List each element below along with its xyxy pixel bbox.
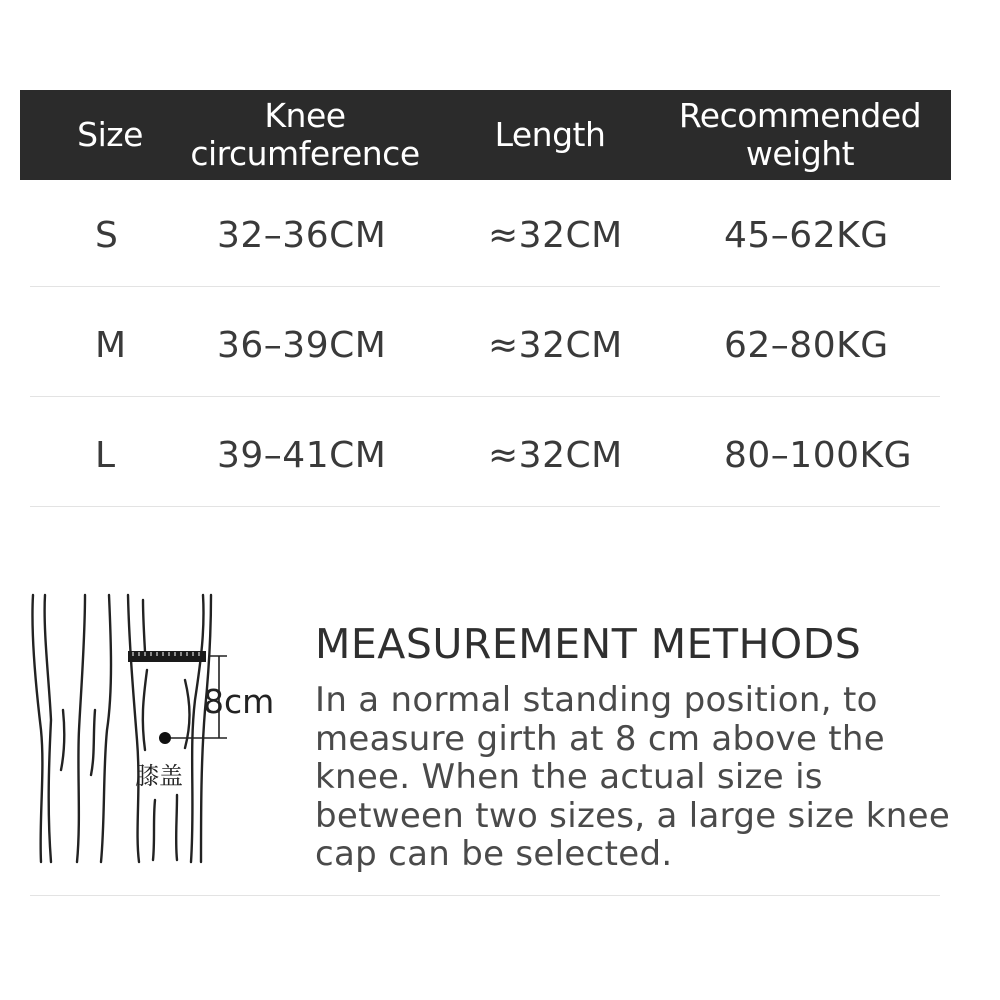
header-knee-circumference: Knee circumference: [190, 96, 420, 173]
row-length: ≈32CM: [488, 214, 623, 256]
row-divider: [30, 286, 940, 287]
row-circumference: 39–41CM: [217, 434, 387, 476]
row-length: ≈32CM: [488, 324, 623, 366]
table-row: [0, 400, 1000, 510]
row-weight: 45–62KG: [724, 214, 889, 256]
row-divider: [30, 396, 940, 397]
legs-outline-drawing: [25, 590, 290, 870]
table-row: [0, 180, 1000, 290]
description-line: In a normal standing position, to: [315, 680, 878, 720]
measurement-title: MEASUREMENT METHODS: [315, 620, 862, 668]
row-circumference: 32–36CM: [217, 214, 387, 256]
row-weight: 80–100KG: [724, 434, 913, 476]
header-size: Size: [77, 115, 143, 154]
description-line: measure girth at 8 cm above the: [315, 718, 885, 759]
row-divider: [30, 506, 940, 507]
table-row: [0, 290, 1000, 400]
row-length: ≈32CM: [488, 434, 623, 476]
header-recommended-weight: Recommended weight: [678, 96, 922, 173]
description-line: between two sizes, a large size knee: [315, 795, 951, 836]
row-circumference: 36–39CM: [217, 324, 387, 366]
row-weight: 62–80KG: [724, 324, 889, 366]
knee-measurement-illustration: [25, 590, 290, 870]
measurement-description: [315, 681, 975, 874]
header-length: Length: [494, 115, 606, 154]
distance-label: 8cm: [203, 682, 275, 721]
description-line: knee. When the actual size is: [315, 757, 823, 797]
description-line: cap can be selected.: [315, 834, 673, 874]
kneecap-label: 膝盖: [135, 762, 183, 790]
bottom-divider: [30, 895, 940, 896]
size-table-header: [20, 90, 951, 180]
measuring-tape: [128, 651, 206, 662]
row-size: S: [95, 214, 119, 256]
row-size: L: [95, 434, 116, 476]
kneecap-dot-icon: [159, 732, 171, 744]
row-size: M: [95, 324, 127, 366]
